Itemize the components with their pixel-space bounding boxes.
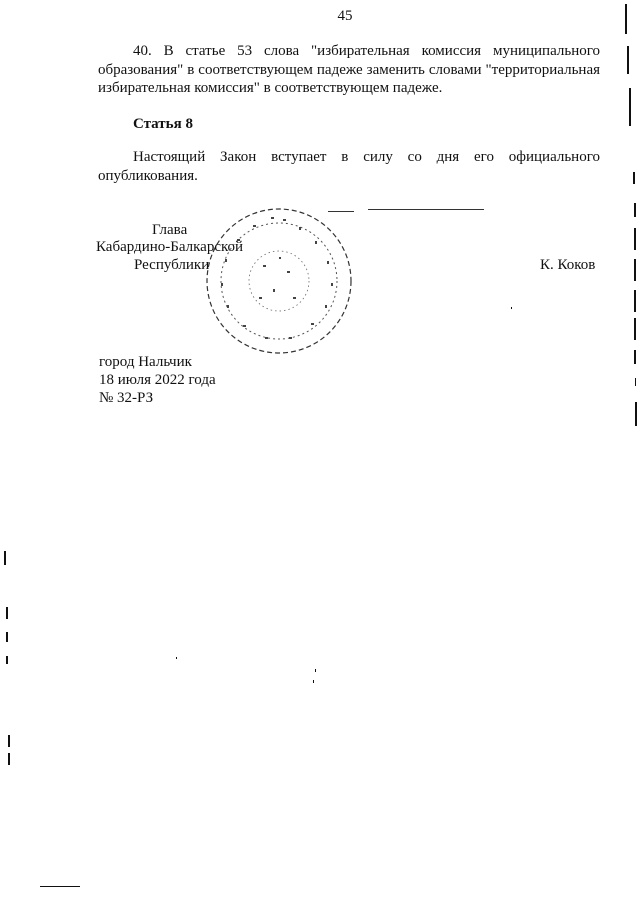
- scan-mark: [634, 318, 636, 340]
- scan-mark: [634, 350, 636, 364]
- paragraph-40-text: 40. В статье 53 слова "избирательная комиссия муниципального образования" в соответствующем падеже заменить словами "территориальная избирательная комиссия" в соответствующем падеже.: [98, 43, 600, 96]
- signer-name: К. Коков: [540, 257, 596, 273]
- signer-title-line-2: Кабардино-Балкарской: [96, 239, 244, 255]
- scan-mark: [6, 632, 8, 642]
- scan-speck: [511, 307, 512, 309]
- official-seal: [203, 205, 355, 357]
- article-8-heading: Статья 8: [133, 116, 193, 132]
- scan-mark: [6, 607, 8, 619]
- scan-mark: [6, 656, 8, 664]
- signature-stroke: [328, 211, 354, 212]
- signature-stroke: [368, 209, 484, 210]
- scan-mark: [8, 735, 10, 747]
- scan-mark: [635, 378, 636, 386]
- signer-title-line-3: Республики: [134, 257, 210, 273]
- scan-mark: [40, 886, 80, 887]
- footer-date: 18 июля 2022 года: [99, 372, 216, 388]
- signer-title-line-1: Глава: [152, 222, 188, 238]
- scan-mark: [633, 172, 635, 184]
- footer-law-number: № 32-РЗ: [99, 390, 154, 406]
- scan-mark: [635, 402, 637, 426]
- scan-speck: [313, 680, 314, 683]
- footer-city: город Нальчик: [99, 354, 192, 370]
- paragraph-40: [98, 42, 600, 98]
- scan-mark: [634, 203, 636, 217]
- scan-mark: [625, 4, 627, 34]
- article-8-paragraph: [98, 148, 600, 185]
- article-8-text: Настоящий Закон вступает в силу со дня его официального опубликования.: [98, 149, 600, 184]
- scan-mark: [629, 88, 631, 126]
- scan-mark: [627, 46, 629, 74]
- scan-mark: [8, 753, 10, 765]
- scan-mark: [634, 290, 636, 312]
- scan-speck: [315, 669, 316, 672]
- scan-mark: [634, 228, 636, 250]
- page-number: 45: [337, 8, 353, 24]
- scan-mark: [4, 551, 6, 565]
- scan-mark: [634, 259, 636, 281]
- scan-speck: [176, 657, 177, 659]
